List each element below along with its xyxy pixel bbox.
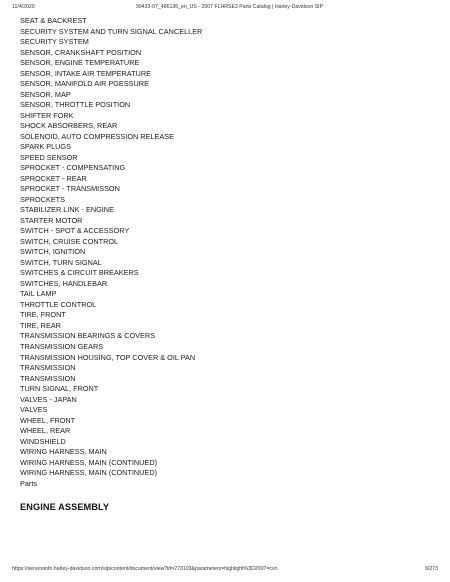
parts-list-item[interactable]: SENSOR, THROTTLE POSITION (20, 100, 131, 110)
parts-list-item[interactable]: SEAT & BACKREST (20, 16, 87, 25)
parts-list-item[interactable]: SPEED SENSOR (20, 152, 78, 162)
parts-list-item[interactable]: THROTTLE CONTROL (20, 299, 97, 309)
parts-list-item[interactable]: SWITCHES & CIRCUIT BREAKERS (20, 268, 139, 278)
parts-list-item[interactable]: TRANSMISSION (20, 373, 76, 383)
section-heading: ENGINE ASSEMBLY (20, 502, 110, 512)
parts-list-item[interactable]: TIRE, FRONT (20, 310, 66, 320)
parts-list-item[interactable]: SWITCH, TURN SIGNAL (20, 257, 102, 267)
parts-list-item[interactable]: SECURITY SYSTEM (20, 37, 89, 47)
parts-list-item[interactable]: WIRING HARNESS, MAIN (CONTINUED) (20, 468, 158, 478)
parts-list-item[interactable]: SECURITY SYSTEM AND TURN SIGNAL CANCELLER (20, 26, 203, 36)
parts-list-item[interactable]: SHOCK ABSORBERS, REAR (20, 121, 118, 131)
parts-list-item[interactable]: TAIL LAMP (20, 289, 57, 299)
print-date: 11/4/2020 (12, 4, 35, 10)
parts-list-item[interactable]: SENSOR, CRANKSHAFT POSITION (20, 47, 142, 57)
parts-list-item[interactable]: WHEEL, REAR (20, 426, 71, 436)
parts-list-item[interactable]: SPROCKET - REAR (20, 173, 87, 183)
parts-list-item[interactable]: SPROCKETS (20, 194, 66, 204)
print-header (12, 4, 438, 14)
parts-list-item[interactable]: SWITCH, IGNITION (20, 247, 86, 257)
parts-list-item[interactable]: SOLENOID, AUTO COMPRESSION RELEASE (20, 131, 174, 141)
parts-list-item[interactable]: SPARK PLUGS (20, 142, 71, 152)
parts-list-item[interactable]: TRANSMISSION HOUSING, TOP COVER & OIL PAN (20, 352, 196, 362)
parts-list-item[interactable]: VALVES (20, 405, 48, 415)
parts-list-item[interactable]: SENSOR, ENGINE TEMPERATURE (20, 58, 140, 68)
parts-list-item[interactable]: TURN SIGNAL, FRONT (20, 384, 99, 394)
parts-label: Parts (20, 479, 38, 488)
parts-list (20, 16, 202, 479)
parts-list-item[interactable]: SWITCH - SPOT & ACCESSORY (20, 226, 130, 236)
parts-list-item[interactable]: SENSOR, MAP (20, 89, 71, 99)
parts-list-item[interactable]: TRANSMISSION GEARS (20, 341, 104, 351)
parts-list-item[interactable]: SWITCH, CRUISE CONTROL (20, 236, 119, 246)
parts-list-item[interactable]: TRANSMISSION (20, 363, 76, 373)
parts-list-item[interactable]: TRANSMISSION BEARINGS & COVERS (20, 331, 156, 341)
parts-list-item[interactable]: TIRE, REAR (20, 320, 61, 330)
parts-list-item[interactable]: SPROCKET - COMPENSATING (20, 163, 126, 173)
parts-list-item[interactable]: STARTER MOTOR (20, 215, 83, 225)
page-url: https://serviceinfo.harley-davidson.com/sip/content/document/view?id=273103&parameters=highlight%3D2007=cvo (12, 566, 278, 572)
parts-list-item[interactable]: WIRING HARNESS, MAIN (20, 447, 107, 457)
parts-list-item[interactable]: SENSOR, MANIFOLD AIR PGESSURE (20, 79, 149, 89)
parts-list-item[interactable]: STABILIZER LINK - ENGINE (20, 205, 114, 215)
parts-list-item[interactable]: VALVES - JAPAN (20, 394, 77, 404)
parts-list-item[interactable]: SPROCKET - TRANSMISSON (20, 184, 120, 194)
document-title: 99433-07_486136_en_US - 2007 FLHRSE3 Parts Catalog | Harley-Davidson SIP (136, 4, 324, 10)
parts-list-item[interactable]: WHEEL, FRONT (20, 415, 76, 425)
parts-list-item[interactable]: SWITCHES, HANDLEBAR (20, 278, 108, 288)
print-footer (12, 566, 438, 576)
parts-list-item[interactable]: WINDSHIELD (20, 436, 66, 446)
parts-list-item[interactable]: SENSOR, INTAKE AIR TEMPERATURE (20, 68, 151, 78)
parts-list-item[interactable]: SHIFTER FORK (20, 110, 74, 120)
parts-list-item[interactable]: WIRING HARNESS, MAIN (CONTINUED) (20, 457, 158, 467)
page-number: 9/273 (425, 566, 438, 572)
